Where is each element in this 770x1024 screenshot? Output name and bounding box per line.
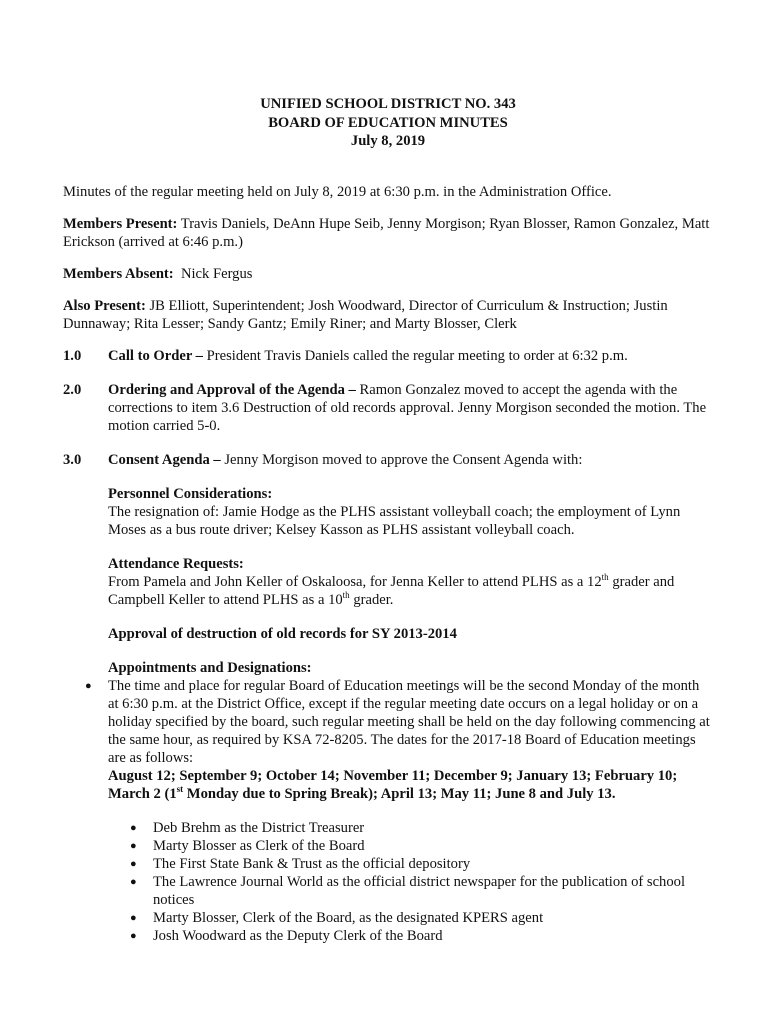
ordinal-suffix: st (176, 783, 184, 794)
item-number: 2.0 (63, 381, 82, 398)
meeting-date: July 8, 2019 (350, 133, 426, 149)
item-number: 3.0 (63, 451, 82, 468)
appointments-first-list (85, 677, 713, 803)
meeting-schedule-text: The time and place for regular Board of Education meetings will be the second Monday of the month at 6:30 p.m. at the District Office, except if the regular meeting date occurs on a legal holiday or on a holiday specified by the board, such regular meeting shall be held on the day following commencing at the same hour, as required by KSA 72-8205. The dates for the 2017-18 Board of Education meetings are as follows: (108, 677, 710, 766)
agenda-item-approval (63, 381, 713, 435)
list-item (63, 927, 713, 945)
item-title: Ordering and Approval of the Agenda – (108, 381, 356, 398)
document-header (63, 95, 713, 151)
minutes-title: BOARD OF EDUCATION MINUTES (268, 114, 508, 131)
list-item (63, 837, 713, 855)
members-present-text: Travis Daniels, DeAnn Hupe Seib, Jenny Morgison; Ryan Blosser, Ramon Gonzalez, Matt Erickson (arrived at 6:46 p.m.) (63, 215, 710, 250)
item-title: Call to Order – (108, 347, 203, 364)
members-absent-label: Members Absent: (63, 265, 174, 282)
agenda-item-call-to-order (63, 347, 713, 365)
attendance-text-part: From Pamela and John Keller of Oskaloosa, for Jenna Keller to attend PLHS as a 12 (108, 573, 602, 590)
item-body (108, 381, 713, 435)
intro-paragraph: Minutes of the regular meeting held on July 8, 2019 at 6:30 p.m. in the Administration Office. (63, 183, 612, 200)
appointments-list (63, 819, 713, 945)
attendance-heading: Attendance Requests: (108, 555, 244, 572)
item-text: Ramon Gonzalez moved to accept the agenda with the corrections to item 3.6 Destruction of old records approval. Jenny Morgison seconded the motion. The motion carried 5-0. (108, 381, 707, 434)
members-absent (63, 265, 713, 283)
destruction-heading: Approval of destruction of old records for SY 2013-2014 (108, 625, 457, 642)
appointments-heading: Appointments and Designations: (108, 659, 312, 676)
bullet-icon: ● (130, 929, 137, 942)
appointments-section (108, 659, 713, 677)
list-item-text: The Lawrence Journal World as the official district newspaper for the publication of school notices (153, 873, 686, 908)
attendance-text-part: grader. (349, 591, 394, 608)
item-text: Jenny Morgison moved to approve the Consent Agenda with: (220, 451, 583, 468)
members-present (63, 215, 713, 251)
personnel-heading: Personnel Considerations: (108, 485, 273, 502)
members-present-label: Members Present: (63, 215, 178, 232)
members-absent-text: Nick Fergus (173, 265, 253, 282)
list-item (63, 873, 713, 909)
also-present (63, 297, 713, 333)
list-item-text: Deb Brehm as the District Treasurer (153, 819, 365, 836)
item-title: Consent Agenda – (108, 451, 221, 468)
attendance-section (108, 555, 713, 609)
list-item (63, 855, 713, 873)
attendance-text-part: grader and Campbell Keller to attend PLHS as a 10 (108, 573, 675, 608)
personnel-text: The resignation of: Jamie Hodge as the PLHS assistant volleyball coach; the employment of Lynn Moses as a bus route driver; Kelsey Kasson as PLHS assistant volleyball coach. (108, 503, 681, 538)
meeting-dates (108, 767, 713, 803)
bullet-icon: ● (130, 839, 137, 852)
list-item (63, 677, 713, 803)
personnel-section (108, 485, 713, 539)
item-number: 1.0 (63, 347, 82, 364)
bullet-icon: ● (130, 857, 137, 870)
list-item-text: Marty Blosser, Clerk of the Board, as the designated KPERS agent (153, 909, 544, 926)
meeting-dates-part: Monday due to Spring Break); April 13; May 11; June 8 and July 13. (183, 785, 616, 802)
list-item (63, 819, 713, 837)
list-item-text: Marty Blosser as Clerk of the Board (153, 837, 365, 854)
also-present-label: Also Present: (63, 297, 146, 314)
list-item (63, 909, 713, 927)
list-item-text: The First State Bank & Trust as the official depository (153, 855, 471, 872)
meeting-dates-part: August 12; September 9; October 14; November 11; December 9; January 13; February 10; March 2 (1 (108, 767, 678, 802)
ordinal-suffix: th (342, 589, 350, 600)
minutes-page (63, 95, 713, 945)
attendance-text (108, 573, 713, 609)
item-body (108, 347, 713, 365)
bullet-icon: ● (130, 875, 137, 888)
agenda-item-consent (63, 451, 713, 469)
district-title: UNIFIED SCHOOL DISTRICT NO. 343 (260, 96, 516, 112)
list-item-text: Josh Woodward as the Deputy Clerk of the Board (153, 927, 443, 944)
bullet-icon: ● (85, 679, 92, 692)
bullet-icon: ● (130, 911, 137, 924)
item-text: President Travis Daniels called the regular meeting to order at 6:32 p.m. (202, 347, 628, 364)
also-present-text: JB Elliott, Superintendent; Josh Woodward, Director of Curriculum & Instruction; Justin Dunnaway; Rita Lesser; Sandy Gantz; Emily Riner; and Marty Blosser, Clerk (63, 297, 668, 332)
bullet-icon: ● (130, 821, 137, 834)
ordinal-suffix: th (601, 571, 609, 582)
item-body (108, 451, 713, 469)
